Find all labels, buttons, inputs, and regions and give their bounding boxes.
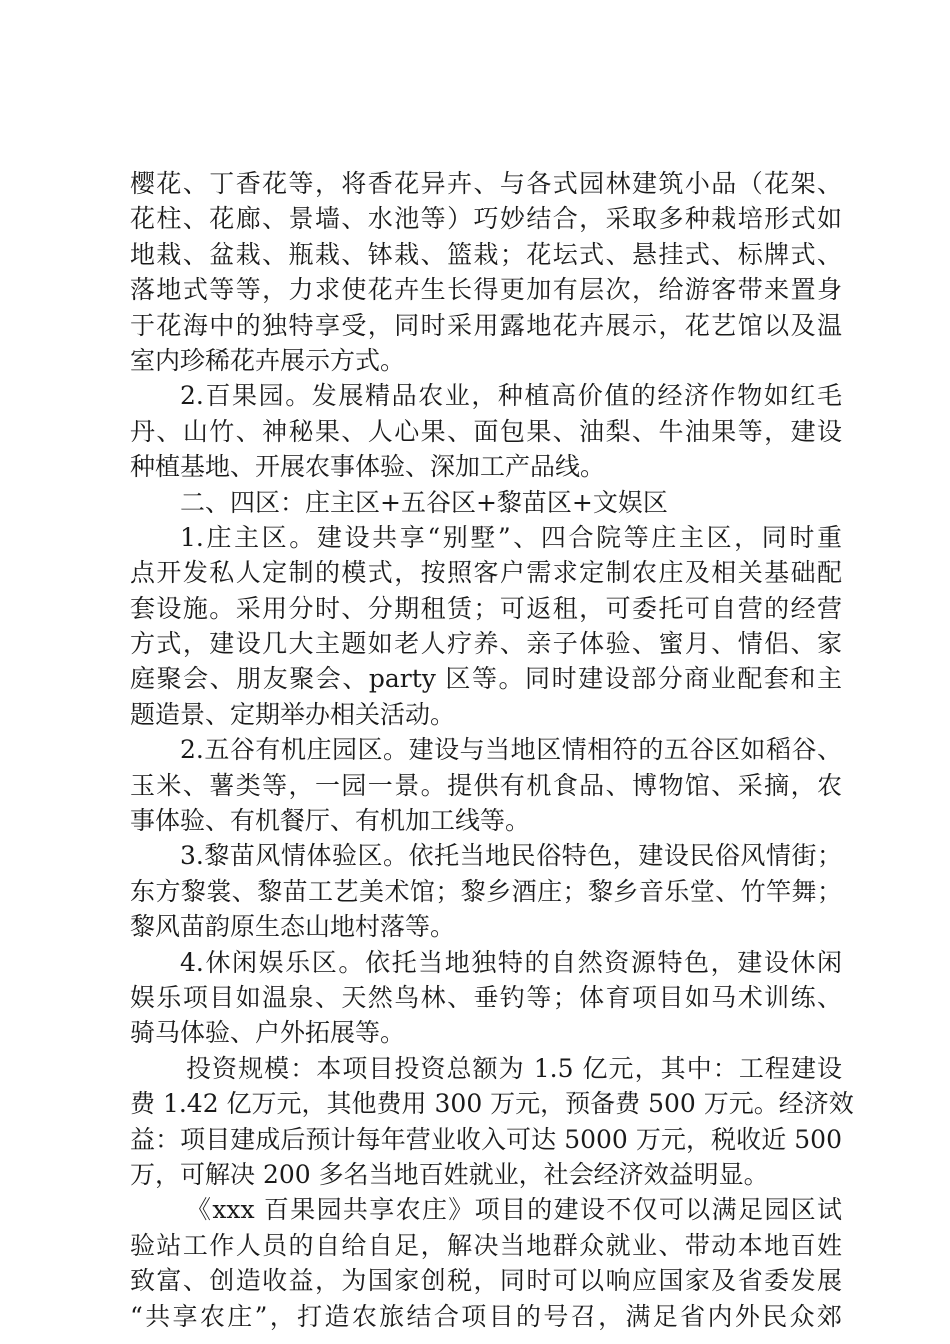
text-line: 落地式等等，力求使花卉生长得更加有层次，给游客带来置身	[130, 275, 842, 305]
text-line: 点开发私人定制的模式，按照客户需求定制农庄及相关基础配	[130, 558, 842, 588]
text-line: 致富、创造收益，为国家创税，同时可以响应国家及省委发展	[130, 1266, 842, 1296]
text-line: 骑马体验、户外拓展等。	[130, 1018, 406, 1048]
paragraph-first-line: 《xxx 百果园共享农庄》项目的建设不仅可以满足园区试	[186, 1195, 842, 1225]
paragraph-first-line: 3.黎苗风情体验区。依托当地民俗特色，建设民俗风情街；	[180, 841, 842, 871]
text-line: 万，可解决 200 多名当地百姓就业，社会经济效益明显。	[130, 1159, 769, 1189]
text-line: 庭聚会、朋友聚会、party 区等。同时建设部分商业配套和主	[130, 664, 842, 694]
text-line: 于花海中的独特享受，同时采用露地花卉展示，花艺馆以及温	[130, 310, 842, 340]
text-line: 樱花、丁香花等，将香花异卉、与各式园林建筑小品（花架、	[130, 169, 842, 198]
text-line: 玉米、薯类等，一园一景。提供有机食品、博物馆、采摘，农	[130, 770, 842, 800]
paragraph-first-line: 投资规模：本项目投资总额为 1.5 亿元，其中：工程建设	[186, 1053, 842, 1083]
text-line: 娱乐项目如温泉、天然鸟林、垂钓等；体育项目如马术训练、	[130, 982, 842, 1012]
text-line: 套设施。采用分时、分期租赁；可返租，可委托可自营的经营	[130, 593, 842, 623]
text-line: 地栽、盆栽、瓶栽、钵栽、篮栽；花坛式、悬挂式、标牌式、	[130, 239, 842, 269]
paragraph-first-line: 4.休闲娱乐区。依托当地独特的自然资源特色，建设休闲	[180, 947, 842, 977]
text-line: 种植基地、开展农事体验、深加工产品线。	[130, 452, 606, 482]
text-line: 费 1.42 亿万元，其他费用 300 万元，预备费 500 万元。经济效	[130, 1089, 854, 1119]
text-line: 事体验、有机餐厅、有机加工线等。	[130, 806, 531, 836]
paragraph-first-line: 1.庄主区。建设共享“别墅”、四合院等庄主区，同时重	[180, 522, 842, 552]
text-line: 益：项目建成后预计每年营业收入可达 5000 万元，税收近 500	[130, 1124, 842, 1154]
text-line: “共享农庄”，打造农旅结合项目的号召，满足省内外民众郊	[130, 1301, 842, 1331]
paragraph-first-line: 2.百果园。发展精品农业，种植高价值的经济作物如红毛	[180, 381, 842, 411]
text-line: 室内珍稀花卉展示方式。	[130, 345, 406, 375]
text-line: 丹、山竹、神秘果、人心果、面包果、油梨、牛油果等，建设	[130, 416, 842, 446]
text-line: 题造景、定期举办相关活动。	[130, 699, 456, 729]
text-line: 东方黎裳、黎苗工艺美术馆；黎乡酒庄；黎乡音乐堂、竹竿舞；	[130, 876, 842, 906]
text-line: 黎风苗韵原生态山地村落等。	[130, 912, 456, 942]
body-text	[130, 166, 854, 1334]
section-heading: 二、四区：庄主区+五谷区+黎苗区+文娱区	[180, 487, 668, 517]
text-line: 验站工作人员的自给自足，解决当地群众就业、带动本地百姓	[130, 1230, 842, 1260]
paragraph-first-line: 2.五谷有机庄园区。建设与当地区情相符的五谷区如稻谷、	[180, 735, 842, 765]
text-line: 花柱、花廊、景墙、水池等）巧妙结合，采取多种栽培形式如	[130, 204, 842, 234]
text-line: 方式，建设几大主题如老人疗养、亲子体验、蜜月、情侣、家	[130, 629, 842, 659]
